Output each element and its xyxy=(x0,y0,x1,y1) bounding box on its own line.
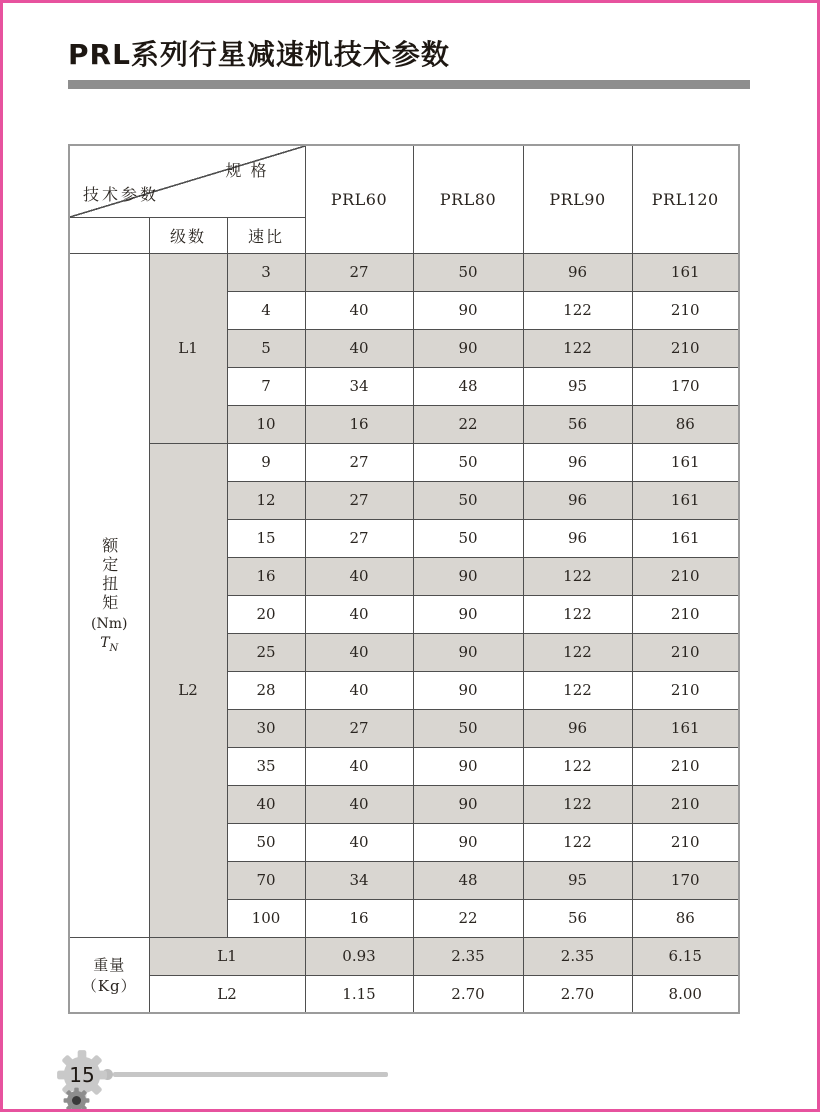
value-cell: 210 xyxy=(632,747,739,785)
value-cell: 40 xyxy=(305,633,413,671)
weight-stage-cell: L2 xyxy=(149,975,305,1013)
value-cell: 27 xyxy=(305,519,413,557)
ratio-cell: 50 xyxy=(227,823,305,861)
ratio-cell: 25 xyxy=(227,633,305,671)
value-cell: 90 xyxy=(413,291,523,329)
empty-header-cell xyxy=(69,217,149,253)
value-cell: 48 xyxy=(413,861,523,899)
value-cell: 40 xyxy=(305,785,413,823)
footer-rule-line xyxy=(113,1072,388,1077)
value-cell: 40 xyxy=(305,557,413,595)
value-cell: 50 xyxy=(413,443,523,481)
value-cell: 210 xyxy=(632,823,739,861)
value-cell: 16 xyxy=(305,405,413,443)
value-cell: 122 xyxy=(523,329,632,367)
value-cell: 210 xyxy=(632,595,739,633)
ratio-header: 速比 xyxy=(227,217,305,253)
value-cell: 90 xyxy=(413,671,523,709)
ratio-cell: 3 xyxy=(227,253,305,291)
value-cell: 27 xyxy=(305,253,413,291)
page-title: PRL系列行星减速机技术参数 xyxy=(68,38,450,71)
value-cell: 22 xyxy=(413,899,523,937)
ratio-cell: 10 xyxy=(227,405,305,443)
ratio-cell: 30 xyxy=(227,709,305,747)
value-cell: 161 xyxy=(632,481,739,519)
weight-value-cell: 2.70 xyxy=(413,975,523,1013)
value-cell: 34 xyxy=(305,861,413,899)
value-cell: 22 xyxy=(413,405,523,443)
stage-header: 级数 xyxy=(149,217,227,253)
value-cell: 50 xyxy=(413,519,523,557)
value-cell: 40 xyxy=(305,823,413,861)
value-cell: 56 xyxy=(523,405,632,443)
value-cell: 40 xyxy=(305,747,413,785)
spec-table xyxy=(68,144,740,1014)
ratio-cell: 100 xyxy=(227,899,305,937)
value-cell: 210 xyxy=(632,329,739,367)
value-cell: 86 xyxy=(632,899,739,937)
weight-stage-cell: L1 xyxy=(149,937,305,975)
value-cell: 40 xyxy=(305,329,413,367)
value-cell: 122 xyxy=(523,785,632,823)
page-number: 15 xyxy=(69,1063,95,1087)
value-cell: 122 xyxy=(523,633,632,671)
value-cell: 161 xyxy=(632,253,739,291)
value-cell: 210 xyxy=(632,633,739,671)
value-cell: 90 xyxy=(413,823,523,861)
value-cell: 48 xyxy=(413,367,523,405)
value-cell: 210 xyxy=(632,671,739,709)
value-cell: 170 xyxy=(632,367,739,405)
value-cell: 40 xyxy=(305,671,413,709)
ratio-cell: 40 xyxy=(227,785,305,823)
ratio-cell: 70 xyxy=(227,861,305,899)
value-cell: 122 xyxy=(523,595,632,633)
value-cell: 170 xyxy=(632,861,739,899)
value-cell: 210 xyxy=(632,785,739,823)
value-cell: 56 xyxy=(523,899,632,937)
value-cell: 27 xyxy=(305,709,413,747)
ratio-cell: 28 xyxy=(227,671,305,709)
diagonal-header-cell xyxy=(69,145,305,217)
value-cell: 96 xyxy=(523,481,632,519)
value-cell: 95 xyxy=(523,861,632,899)
value-cell: 86 xyxy=(632,405,739,443)
value-cell: 96 xyxy=(523,709,632,747)
value-cell: 90 xyxy=(413,747,523,785)
small-gear-icon xyxy=(63,1087,90,1112)
value-cell: 96 xyxy=(523,253,632,291)
ratio-cell: 7 xyxy=(227,367,305,405)
value-cell: 50 xyxy=(413,709,523,747)
value-cell: 210 xyxy=(632,291,739,329)
weight-value-cell: 8.00 xyxy=(632,975,739,1013)
weight-value-cell: 2.70 xyxy=(523,975,632,1013)
value-cell: 122 xyxy=(523,671,632,709)
value-cell: 90 xyxy=(413,557,523,595)
value-cell: 96 xyxy=(523,443,632,481)
value-cell: 161 xyxy=(632,443,739,481)
torque-label-vertical: 额定扭矩 xyxy=(99,536,119,613)
title-underline-bar xyxy=(68,80,750,89)
value-cell: 122 xyxy=(523,557,632,595)
value-cell: 90 xyxy=(413,329,523,367)
col-header-prl120: PRL120 xyxy=(632,145,739,253)
value-cell: 210 xyxy=(632,557,739,595)
weight-value-cell: 2.35 xyxy=(413,937,523,975)
stage-l2-cell: L2 xyxy=(149,443,227,937)
value-cell: 90 xyxy=(413,595,523,633)
ratio-cell: 5 xyxy=(227,329,305,367)
value-cell: 40 xyxy=(305,595,413,633)
value-cell: 122 xyxy=(523,823,632,861)
table-row xyxy=(69,253,739,291)
col-header-prl90: PRL90 xyxy=(523,145,632,253)
ratio-cell: 12 xyxy=(227,481,305,519)
value-cell: 90 xyxy=(413,785,523,823)
value-cell: 16 xyxy=(305,899,413,937)
col-header-prl80: PRL80 xyxy=(413,145,523,253)
value-cell: 50 xyxy=(413,481,523,519)
torque-unit: (Nm) xyxy=(91,615,128,632)
ratio-cell: 4 xyxy=(227,291,305,329)
value-cell: 122 xyxy=(523,747,632,785)
value-cell: 96 xyxy=(523,519,632,557)
ratio-cell: 16 xyxy=(227,557,305,595)
value-cell: 95 xyxy=(523,367,632,405)
weight-row xyxy=(69,975,739,1013)
table-row xyxy=(69,443,739,481)
weight-value-cell: 6.15 xyxy=(632,937,739,975)
torque-label-cell xyxy=(69,253,149,937)
stage-l1-cell: L1 xyxy=(149,253,227,443)
weight-value-cell: 2.35 xyxy=(523,937,632,975)
ratio-cell: 20 xyxy=(227,595,305,633)
value-cell: 34 xyxy=(305,367,413,405)
ratio-cell: 9 xyxy=(227,443,305,481)
value-cell: 90 xyxy=(413,633,523,671)
header-row-1 xyxy=(69,145,739,217)
torque-symbol: $T_N$ xyxy=(100,634,119,654)
ratio-cell: 35 xyxy=(227,747,305,785)
weight-row xyxy=(69,937,739,975)
param-axis-label: 技术参数 xyxy=(83,184,160,204)
ratio-cell: 15 xyxy=(227,519,305,557)
weight-label-cell: 重量（Kg） xyxy=(69,937,149,1013)
weight-value-cell: 1.15 xyxy=(305,975,413,1013)
value-cell: 161 xyxy=(632,709,739,747)
value-cell: 122 xyxy=(523,291,632,329)
col-header-prl60: PRL60 xyxy=(305,145,413,253)
value-cell: 50 xyxy=(413,253,523,291)
value-cell: 27 xyxy=(305,443,413,481)
value-cell: 27 xyxy=(305,481,413,519)
spec-axis-label: 规 格 xyxy=(225,161,269,180)
torque-label xyxy=(70,537,149,654)
value-cell: 161 xyxy=(632,519,739,557)
weight-value-cell: 0.93 xyxy=(305,937,413,975)
value-cell: 40 xyxy=(305,291,413,329)
